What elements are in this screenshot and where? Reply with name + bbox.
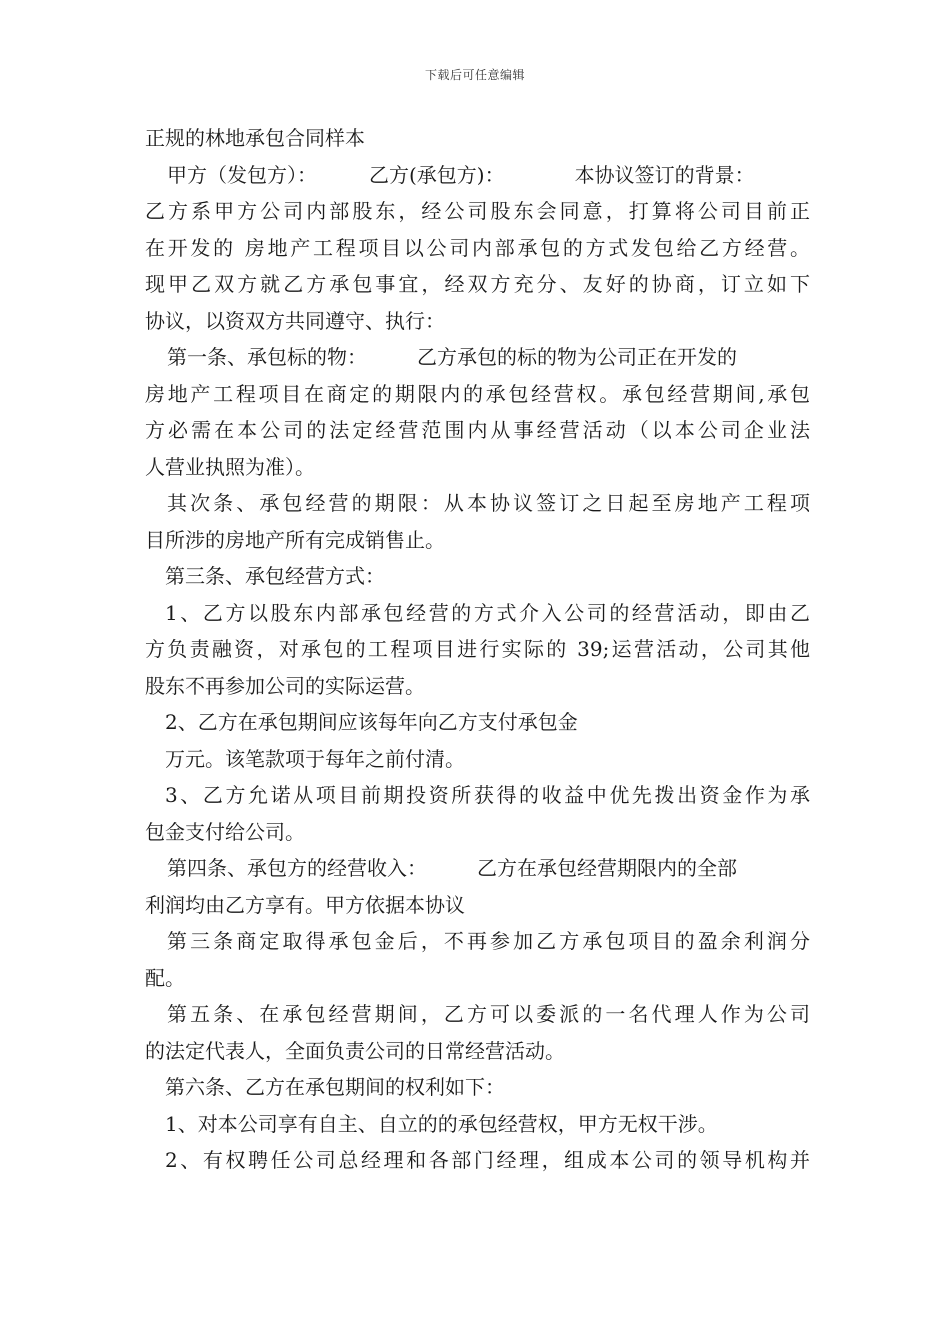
paragraph-line: 第五条、在承包经营期间，乙方可以委派的一名代理人作为公司: [167, 1002, 810, 1026]
parties-line: [145, 157, 810, 194]
paragraph-line: 包金支付给公司。: [145, 819, 305, 844]
article1-first: 乙方承包的标的物为公司正在开发的: [417, 345, 737, 369]
article4-first: 乙方在承包经营期限内的全部: [477, 856, 737, 880]
paragraph-line: 万元。该笔款项于每年之前付清。: [165, 746, 465, 771]
paragraph-line: 2、有权聘任公司总经理和各部门经理，组成本公司的领导机构并: [165, 1148, 810, 1172]
article1-heading: [145, 339, 810, 376]
article4-label: 第四条、承包方的经营收入：: [167, 856, 427, 880]
paragraph-line: 的法定代表人，全面负责公司的日常经营活动。: [145, 1038, 565, 1063]
paragraph-line: 第三条商定取得承包金后，不再参加乙方承包项目的盈余利润分: [167, 929, 810, 953]
document-body: [145, 120, 810, 1179]
paragraph-line: 在开发的 房地产工程项目以公司内部承包的方式发包给乙方经营。: [145, 235, 810, 260]
article4-heading: [145, 850, 810, 887]
paragraph-line: 房地产工程项目在商定的期限内的承包经营权。承包经营期间,承包: [145, 381, 810, 406]
paragraph-line: 方必需在本公司的法定经营范围内从事经营活动（以本公司企业法: [145, 418, 810, 442]
article1-label: 第一条、承包标的物：: [167, 345, 367, 369]
paragraph-line: 3、乙方允诺从项目前期投资所获得的收益中优先拨出资金作为承: [165, 783, 810, 807]
document-title: 正规的林地承包合同样本: [145, 126, 365, 150]
paragraph-line: 乙方系甲方公司内部股东，经公司股东会同意，打算将公司目前正: [145, 199, 810, 223]
paragraph-line: 人营业执照为准）。: [145, 454, 315, 479]
paragraph-line: 2、乙方在承包期间应该每年向乙方支付承包金: [165, 710, 578, 734]
paragraph-line: 1、乙方以股东内部承包经营的方式介入公司的经营活动，即由乙: [165, 600, 810, 625]
paragraph-line: 目所涉的房地产所有完成销售止。: [145, 527, 445, 552]
paragraph-line: 股东不再参加公司的实际运营。: [145, 673, 425, 698]
paragraph-line: 方负责融资，对承包的工程项目进行实际的 39;运营活动，公司其他: [145, 637, 810, 661]
party-b-label: 乙方(承包方)：: [369, 162, 505, 187]
paragraph-line: 1、对本公司享有自主、自立的的承包经营权，甲方无权干涉。: [165, 1111, 718, 1136]
party-a-label: 甲方（发包方）：: [167, 162, 317, 187]
page-header: 下载后可任意编辑: [424, 68, 525, 82]
background-label: 本协议签订的背景：: [574, 162, 755, 187]
paragraph-line: 现甲乙双方就乙方承包事宜，经双方充分、友好的协商，订立如下: [145, 272, 810, 296]
article6-heading: 第六条、乙方在承包期间的权利如下：: [165, 1075, 505, 1099]
article3-heading: 第三条、承包经营方式：: [165, 564, 385, 588]
paragraph-line: 协议，以资双方共同遵守、执行：: [145, 308, 445, 333]
paragraph-line: 配。: [145, 965, 185, 990]
paragraph-line: 利润均由乙方享有。甲方依据本协议: [145, 892, 465, 917]
paragraph-line: 其次条、承包经营的期限：从本协议签订之日起至房地产工程项: [167, 491, 810, 515]
